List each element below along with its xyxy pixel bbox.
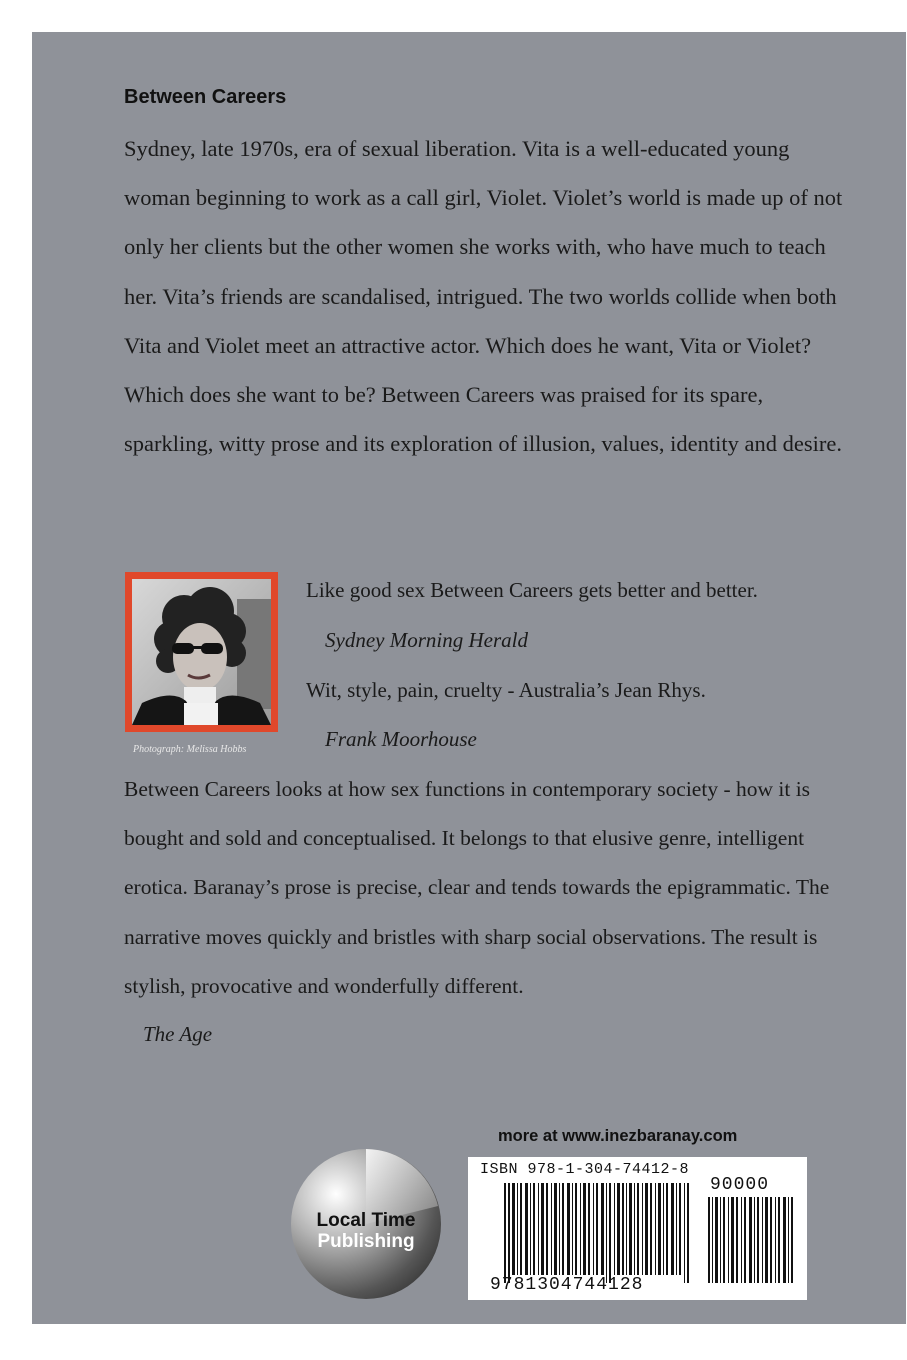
quote-2: Wit, style, pain, cruelty - Australia’s Jean Rhys. bbox=[306, 678, 706, 702]
publisher-name-line2: Publishing bbox=[317, 1231, 415, 1252]
review-source: The Age bbox=[143, 1022, 213, 1046]
barcode-number: 9781304744128 bbox=[490, 1275, 644, 1295]
barcode-price-code: 90000 bbox=[710, 1175, 770, 1195]
review-text: Between Careers looks at how sex functions in contemporary society - how it is bought and sold and conceptualised. It belongs to that elusive genre, intelligent erotica. Baranay’s prose is precise, clear and tends towards the epigrammatic. The narrative moves quickly and bristles with sharp social observations. The result is stylish, provocative and wonderfully different. bbox=[124, 777, 830, 998]
isbn-barcode bbox=[468, 1157, 807, 1300]
isbn-label: ISBN 978-1-304-74412-8 bbox=[480, 1161, 690, 1178]
quote-1: Like good sex Between Careers gets better and better. bbox=[306, 578, 758, 602]
book-title-heading: Between Careers bbox=[124, 86, 287, 108]
photo-credit: Photograph: Melissa Hobbs bbox=[133, 744, 247, 755]
author-photo bbox=[132, 579, 271, 725]
publisher-name-line1: Local Time bbox=[316, 1210, 416, 1231]
quote-1-source: Sydney Morning Herald bbox=[325, 628, 528, 652]
quote-2-source: Frank Moorhouse bbox=[325, 727, 477, 751]
website-link[interactable]: more at www.inezbaranay.com bbox=[498, 1127, 738, 1145]
book-blurb: Sydney, late 1970s, era of sexual liberation. Vita is a well-educated young woman beginning to work as a call girl, Violet. Violet’s world is made up of not only her clients but the other women she works with, who have much to teach her. Vita’s friends are scandalised, intrigued. The two worlds collide when both Vita and Violet meet an attractive actor. Which does he want, Vita or Violet? Which does she want to be? Between Careers was praised for its spare, sparkling, witty prose and its exploration of illusion, values, identity and desire. bbox=[124, 136, 843, 457]
publisher-logo bbox=[290, 1148, 442, 1300]
author-photo-frame bbox=[125, 572, 278, 732]
